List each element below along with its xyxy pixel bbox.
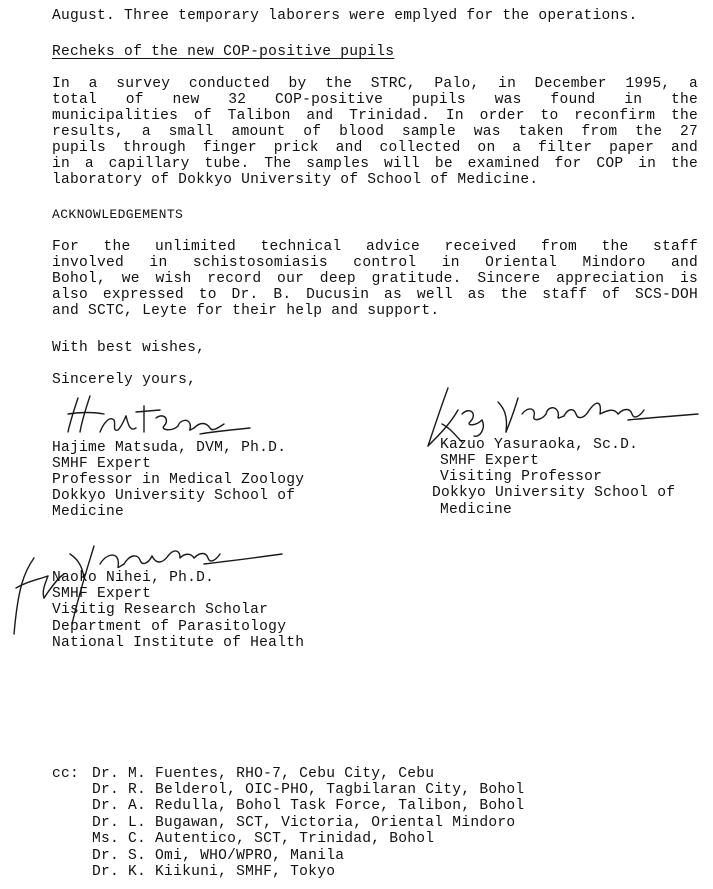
cc-recipient: Ms. C. Autentico, SCT, Trinidad, Bohol bbox=[92, 831, 435, 847]
recheck-line-7: laboratory of Dokkyo University of School of Medicine. bbox=[52, 172, 539, 188]
ack-line-5: and SCTC, Leyte for their help and support. bbox=[52, 303, 440, 319]
signatory-3-affiliation-1: Department of Parasitology bbox=[52, 619, 287, 635]
recheck-line-5: pupils through finger prick and collected on a filter paper and bbox=[52, 140, 698, 156]
acknowledgements-heading: ACKNOWLEDGEMENTS bbox=[52, 207, 184, 222]
recheck-line-1: In a survey conducted by the STRC, Palo, in December 1995, a bbox=[52, 76, 698, 92]
cc-label: cc: bbox=[52, 766, 80, 782]
ack-line-1: For the unlimited technical advice received from the staff bbox=[52, 239, 698, 255]
cc-recipient: Dr. R. Belderol, OIC-PHO, Tagbilaran City, Bohol bbox=[92, 782, 525, 798]
cc-recipient: Dr. S. Omi, WHO/WPRO, Manila bbox=[92, 848, 345, 864]
signatory-1-title: Professor in Medical Zoology bbox=[52, 472, 305, 488]
ack-line-4: also expressed to Dr. B. Ducusin as well as the staff of SCS-DOH bbox=[52, 287, 698, 303]
signatory-2-role: SMHF Expert bbox=[440, 453, 540, 469]
closing-sincerely: Sincerely yours, bbox=[52, 372, 197, 388]
signatory-2-affiliation-1: Dokkyo University School of bbox=[432, 485, 676, 501]
signatory-1-name: Hajime Matsuda, DVM, Ph.D. bbox=[52, 440, 287, 456]
signatory-3-name: Naoko Nihei, Ph.D. bbox=[52, 570, 215, 586]
ack-line-2: involved in schistosomiasis control in Oriental Mindoro and bbox=[52, 255, 698, 271]
ack-line-3: Bohol, we wish record our deep gratitude. Sincere appreciation is bbox=[52, 271, 698, 287]
recheck-heading: Recheks of the new COP-positive pupils bbox=[52, 44, 395, 60]
signatory-3-affiliation-2: National Institute of Health bbox=[52, 635, 305, 651]
signature-matsuda bbox=[60, 392, 260, 440]
cc-recipient: Dr. L. Bugawan, SCT, Victoria, Oriental Mindoro bbox=[92, 815, 516, 831]
recheck-line-3: municipalities of Talibon and Trinidad. In order to reconfirm the bbox=[52, 108, 698, 124]
signatory-2-name: Kazuo Yasuraoka, Sc.D. bbox=[440, 437, 639, 453]
signatory-3-title: Visitig Research Scholar bbox=[52, 602, 269, 618]
signatory-2-affiliation-2: Medicine bbox=[440, 502, 513, 518]
recheck-line-2: total of new 32 COP-positive pupils was found in the bbox=[52, 92, 698, 108]
signatory-1-role: SMHF Expert bbox=[52, 456, 152, 472]
recheck-line-4: results, a small amount of blood sample was taken from the 27 bbox=[52, 124, 698, 140]
signatory-1-affiliation-2: Medicine bbox=[52, 504, 125, 520]
closing-wishes: With best wishes, bbox=[52, 340, 206, 356]
intro-line: August. Three temporary laborers were emplyed for the operations. bbox=[52, 8, 638, 24]
recheck-line-6: in a capillary tube. The samples will be examined for COP in the bbox=[52, 156, 698, 172]
cc-recipient: Dr. K. Kiikuni, SMHF, Tokyo bbox=[92, 864, 336, 880]
signatory-3-role: SMHF Expert bbox=[52, 586, 152, 602]
signatory-1-affiliation-1: Dokkyo University School of bbox=[52, 488, 296, 504]
signatory-2-title: Visiting Professor bbox=[440, 469, 603, 485]
cc-recipient: Dr. M. Fuentes, RHO-7, Cebu City, Cebu bbox=[92, 766, 435, 782]
cc-recipient: Dr. A. Redulla, Bohol Task Force, Talibon, Bohol bbox=[92, 798, 525, 814]
